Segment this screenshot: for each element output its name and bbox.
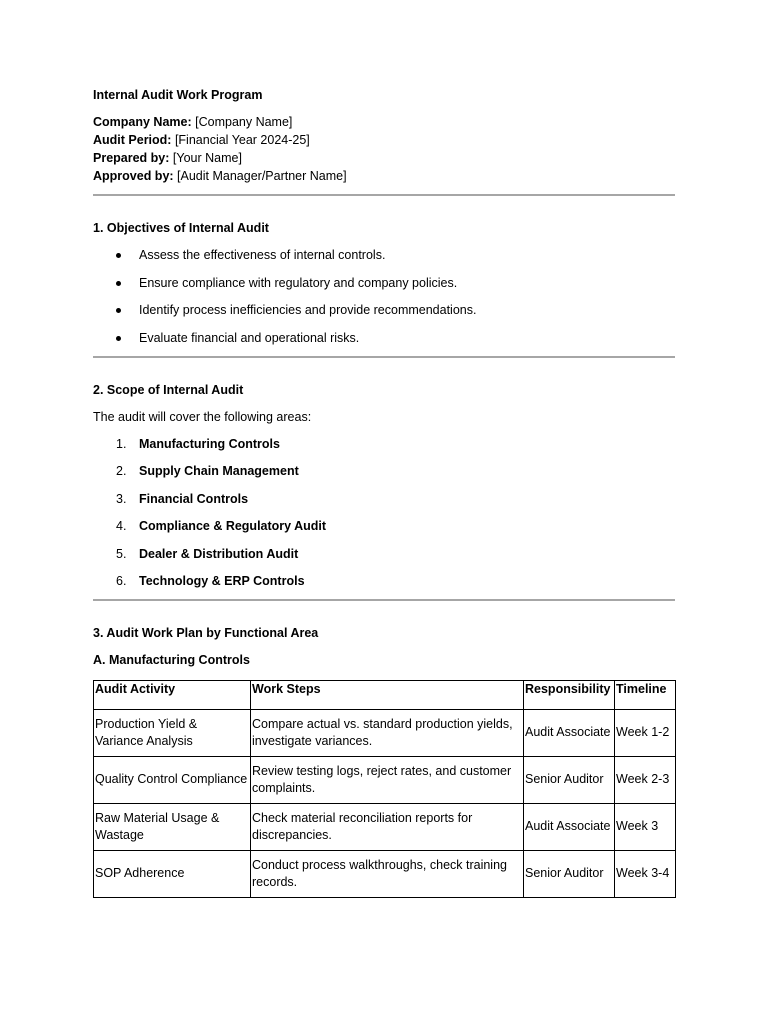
cell-timeline: Week 1-2 [615, 710, 676, 757]
list-item-text: Financial Controls [139, 491, 249, 506]
scope-list [93, 435, 675, 591]
cell-work-steps: Review testing logs, reject rates, and customer complaints. [251, 757, 524, 804]
meta-prepared-by [93, 149, 675, 167]
cell-work-steps: Compare actual vs. standard production yields, investigate variances. [251, 710, 524, 757]
work-plan-table [93, 680, 676, 898]
list-item [93, 517, 675, 535]
cell-audit-activity: SOP Adherence [94, 851, 251, 898]
list-item [93, 572, 675, 590]
bullet-icon [116, 281, 121, 286]
list-number: 1. [116, 436, 127, 451]
list-number: 4. [116, 519, 127, 533]
meta-company-name [93, 113, 675, 131]
list-item [93, 545, 675, 563]
list-item [93, 490, 675, 508]
cell-responsibility: Audit Associate [524, 710, 615, 757]
work-plan-subheading: A. Manufacturing Controls [93, 653, 250, 667]
list-item-text: Supply Chain Management [139, 464, 299, 478]
list-number: 3. [116, 491, 127, 506]
objectives-list [93, 246, 675, 347]
bullet-icon [116, 308, 121, 313]
meta-value: [Your Name] [172, 151, 242, 165]
document-meta [93, 113, 675, 185]
list-item [93, 435, 675, 453]
list-number: 5. [116, 546, 127, 561]
cell-work-steps: Conduct process walkthroughs, check training records. [251, 851, 524, 898]
scope-intro: The audit will cover the following areas: [93, 409, 312, 424]
table-row [94, 851, 676, 898]
list-item [93, 462, 675, 480]
column-header-audit-activity: Audit Activity [94, 681, 251, 710]
document-title: Internal Audit Work Program [93, 88, 263, 102]
list-item-text: Ensure compliance with regulatory and company policies. [139, 275, 458, 290]
meta-value: [Audit Manager/Partner Name] [177, 169, 347, 183]
cell-audit-activity: Quality Control Compliance [94, 757, 251, 804]
cell-timeline: Week 2-3 [615, 757, 676, 804]
table-header-row [94, 681, 676, 710]
section-divider [93, 194, 675, 196]
column-header-work-steps: Work Steps [251, 681, 524, 710]
section-divider [93, 599, 675, 601]
list-item-text: Evaluate financial and operational risks. [139, 330, 360, 345]
meta-value: [Company Name] [195, 115, 293, 129]
work-plan-heading: 3. Audit Work Plan by Functional Area [93, 626, 319, 640]
list-item-text: Technology & ERP Controls [139, 574, 305, 588]
meta-label: Company Name: [93, 115, 192, 129]
list-item-text: Manufacturing Controls [139, 436, 280, 451]
bullet-icon [116, 253, 121, 258]
cell-timeline: Week 3 [615, 804, 676, 851]
cell-work-steps: Check material reconciliation reports for discrepancies. [251, 804, 524, 851]
scope-heading: 2. Scope of Internal Audit [93, 382, 244, 397]
cell-responsibility: Senior Auditor [524, 851, 615, 898]
list-number: 6. [116, 574, 127, 588]
meta-label: Prepared by: [93, 151, 170, 165]
meta-label: Audit Period: [93, 133, 172, 147]
cell-timeline: Week 3-4 [615, 851, 676, 898]
list-item [93, 329, 675, 347]
list-item-text: Assess the effectiveness of internal controls. [139, 248, 386, 262]
list-item [93, 274, 675, 292]
table-row [94, 757, 676, 804]
table-row [94, 710, 676, 757]
cell-responsibility: Audit Associate [524, 804, 615, 851]
list-number: 2. [116, 464, 127, 478]
list-item [93, 301, 675, 319]
list-item-text: Compliance & Regulatory Audit [139, 519, 327, 533]
bullet-icon [116, 336, 121, 341]
meta-audit-period [93, 131, 675, 149]
table-row [94, 804, 676, 851]
list-item-text: Dealer & Distribution Audit [139, 546, 299, 561]
meta-value: [Financial Year 2024-25] [174, 133, 310, 147]
objectives-heading: 1. Objectives of Internal Audit [93, 221, 269, 235]
meta-approved-by [93, 167, 675, 185]
column-header-timeline: Timeline [615, 681, 676, 710]
section-divider [93, 356, 675, 358]
meta-label: Approved by: [93, 169, 174, 183]
list-item-text: Identify process inefficiencies and provide recommendations. [139, 303, 477, 317]
cell-audit-activity: Production Yield & Variance Analysis [94, 710, 251, 757]
column-header-responsibility: Responsibility [524, 681, 615, 710]
document-page [93, 86, 675, 898]
cell-responsibility: Senior Auditor [524, 757, 615, 804]
list-item [93, 246, 675, 264]
cell-audit-activity: Raw Material Usage & Wastage [94, 804, 251, 851]
